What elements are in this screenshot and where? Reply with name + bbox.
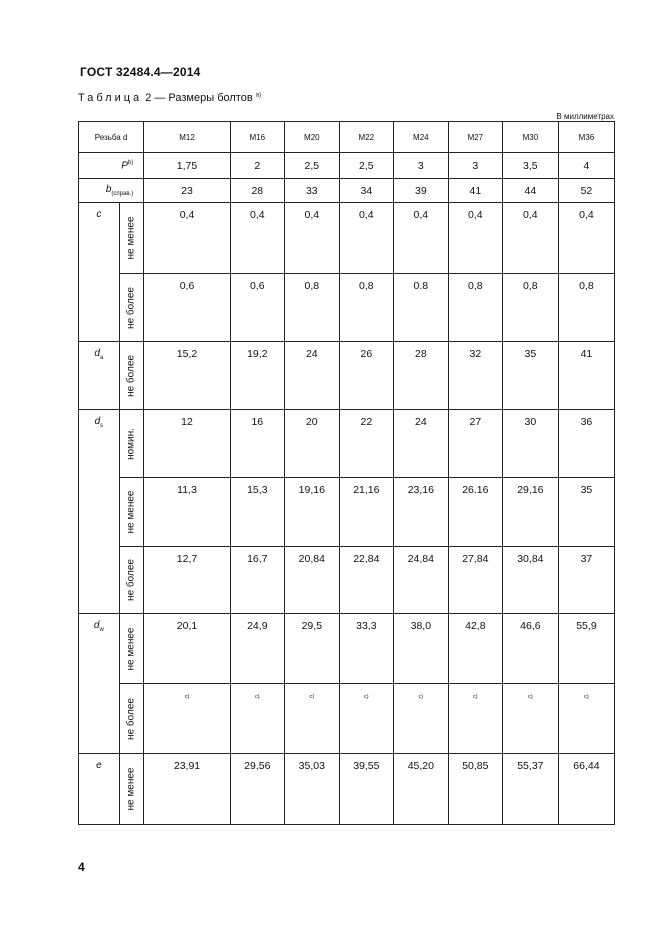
cell-value: 24 — [393, 410, 448, 478]
cell-value: 39,55 — [339, 754, 393, 825]
caption-footnote-mark: a) — [255, 92, 262, 99]
cell-value: 20,84 — [284, 547, 339, 614]
cell-value: 33,3 — [339, 614, 393, 684]
cell-value: 22 — [339, 410, 393, 478]
caption-lead: Таблица — [78, 92, 143, 104]
cell-value: 11,3 — [144, 478, 231, 547]
table-row-ds-nom — [79, 410, 615, 478]
row-label: не более — [119, 274, 143, 342]
cell-value: 2,5 — [284, 153, 339, 179]
cell-value: 46,6 — [502, 614, 558, 684]
cell-value: 2 — [230, 153, 284, 179]
row-symbol-b: $b_{(справ.)}$ — [79, 179, 144, 203]
row-label: номин. — [119, 410, 143, 478]
cell-value: 0,8 — [284, 274, 339, 342]
cell-value: 52 — [558, 179, 614, 203]
footnote-ref: c) — [144, 684, 231, 754]
caption-text: 2 — Размеры болтов — [142, 92, 253, 104]
cell-value: 0,4 — [144, 203, 231, 274]
cell-value: 37 — [558, 547, 614, 614]
cell-value: 20,1 — [144, 614, 231, 684]
row-symbol-dw: $d_w$ — [79, 614, 120, 754]
cell-value: 22,84 — [339, 547, 393, 614]
bolt-dimensions-table — [78, 121, 615, 825]
row-label: не более — [119, 547, 143, 614]
table-row-dw-min — [79, 614, 615, 684]
row-label: не менее — [119, 754, 143, 825]
cell-value: 0,4 — [558, 203, 614, 274]
cell-value: 24 — [284, 342, 339, 410]
cell-value: 41 — [558, 342, 614, 410]
footnote-ref: c) — [339, 684, 393, 754]
thread-col: M16 — [230, 122, 284, 153]
thread-col: M22 — [339, 122, 393, 153]
cell-value: 41 — [448, 179, 502, 203]
cell-value: 3,5 — [502, 153, 558, 179]
row-symbol-da: $d_a$ — [79, 342, 120, 410]
cell-value: 0,4 — [339, 203, 393, 274]
cell-value: 0,4 — [230, 203, 284, 274]
cell-value: 66,44 — [558, 754, 614, 825]
table-row-ds-min — [79, 478, 615, 547]
cell-value: 21,16 — [339, 478, 393, 547]
cell-value: 26.16 — [448, 478, 502, 547]
cell-value: 33 — [284, 179, 339, 203]
cell-value: 55,9 — [558, 614, 614, 684]
cell-value: 27 — [448, 410, 502, 478]
cell-value: 50,85 — [448, 754, 502, 825]
document-code: ГОСТ 32484.4—2014 — [80, 65, 201, 79]
cell-value: 0,4 — [448, 203, 502, 274]
cell-value: 16 — [230, 410, 284, 478]
row-symbol-e: e — [79, 754, 120, 825]
cell-value: 23,91 — [144, 754, 231, 825]
row-label: не более — [119, 684, 143, 754]
page-number: 4 — [78, 860, 85, 874]
cell-value: 29,56 — [230, 754, 284, 825]
header-row — [79, 122, 615, 153]
thread-col: M24 — [393, 122, 448, 153]
thread-col: M36 — [558, 122, 614, 153]
cell-value: 20 — [284, 410, 339, 478]
cell-value: 19,16 — [284, 478, 339, 547]
row-symbol-ds: $d_s$ — [79, 410, 120, 614]
cell-value: 3 — [393, 153, 448, 179]
cell-value: 2,5 — [339, 153, 393, 179]
cell-value: 3 — [448, 153, 502, 179]
cell-value: 0,6 — [230, 274, 284, 342]
cell-value: 30 — [502, 410, 558, 478]
cell-value: 0,4 — [393, 203, 448, 274]
cell-value: 29,5 — [284, 614, 339, 684]
cell-value: 34 — [339, 179, 393, 203]
cell-value: 35 — [558, 478, 614, 547]
cell-value: 23 — [144, 179, 231, 203]
cell-value: 28 — [230, 179, 284, 203]
cell-value: 44 — [502, 179, 558, 203]
units-note: В миллиметрах — [556, 112, 614, 121]
cell-value: 32 — [448, 342, 502, 410]
cell-value: 26 — [339, 342, 393, 410]
cell-value: 55,37 — [502, 754, 558, 825]
table-row-da — [79, 342, 615, 410]
footnote-ref: c) — [502, 684, 558, 754]
cell-value: 24,9 — [230, 614, 284, 684]
thread-col: M27 — [448, 122, 502, 153]
cell-value: 38,0 — [393, 614, 448, 684]
cell-value: 39 — [393, 179, 448, 203]
cell-value: 30,84 — [502, 547, 558, 614]
row-symbol-p: $P^{b)}$ — [79, 153, 144, 179]
cell-value: 36 — [558, 410, 614, 478]
cell-value: 12 — [144, 410, 231, 478]
table-row-ds-max — [79, 547, 615, 614]
table-row-b — [79, 179, 615, 203]
cell-value: 35 — [502, 342, 558, 410]
row-label: не менее — [119, 203, 143, 274]
row-label: не более — [119, 342, 143, 410]
cell-value: 23,16 — [393, 478, 448, 547]
footnote-ref: c) — [448, 684, 502, 754]
cell-value: 0,6 — [144, 274, 231, 342]
footnote-ref: c) — [230, 684, 284, 754]
cell-value: 15,2 — [144, 342, 231, 410]
cell-value: 45,20 — [393, 754, 448, 825]
thread-col: M30 — [502, 122, 558, 153]
table-row-dw-max — [79, 684, 615, 754]
cell-value: 0,8 — [558, 274, 614, 342]
row-label: не менее — [119, 478, 143, 547]
thread-col: M12 — [144, 122, 231, 153]
cell-value: 0,8 — [448, 274, 502, 342]
table-caption — [78, 92, 261, 104]
cell-value: 28 — [393, 342, 448, 410]
thread-col: M20 — [284, 122, 339, 153]
thread-header: Резьба d — [79, 122, 144, 153]
row-symbol-c: c — [79, 203, 120, 342]
cell-value: 29,16 — [502, 478, 558, 547]
cell-value: 15,3 — [230, 478, 284, 547]
cell-value: 0,4 — [284, 203, 339, 274]
cell-value: 16,7 — [230, 547, 284, 614]
cell-value: 42,8 — [448, 614, 502, 684]
cell-value: 35,03 — [284, 754, 339, 825]
cell-value: 1,75 — [144, 153, 231, 179]
table-row-c-max — [79, 274, 615, 342]
table-row-e — [79, 754, 615, 825]
table-row-pitch — [79, 153, 615, 179]
cell-value: 4 — [558, 153, 614, 179]
cell-value: 12,7 — [144, 547, 231, 614]
cell-value: 0,8 — [339, 274, 393, 342]
cell-value: 0.8 — [393, 274, 448, 342]
cell-value: 0,4 — [502, 203, 558, 274]
row-label: не менее — [119, 614, 143, 684]
cell-value: 19,2 — [230, 342, 284, 410]
cell-value: 27,84 — [448, 547, 502, 614]
cell-value: 24,84 — [393, 547, 448, 614]
footnote-ref: c) — [284, 684, 339, 754]
table-row-c-min — [79, 203, 615, 274]
footnote-ref: c) — [558, 684, 614, 754]
footnote-ref: c) — [393, 684, 448, 754]
cell-value: 0,8 — [502, 274, 558, 342]
